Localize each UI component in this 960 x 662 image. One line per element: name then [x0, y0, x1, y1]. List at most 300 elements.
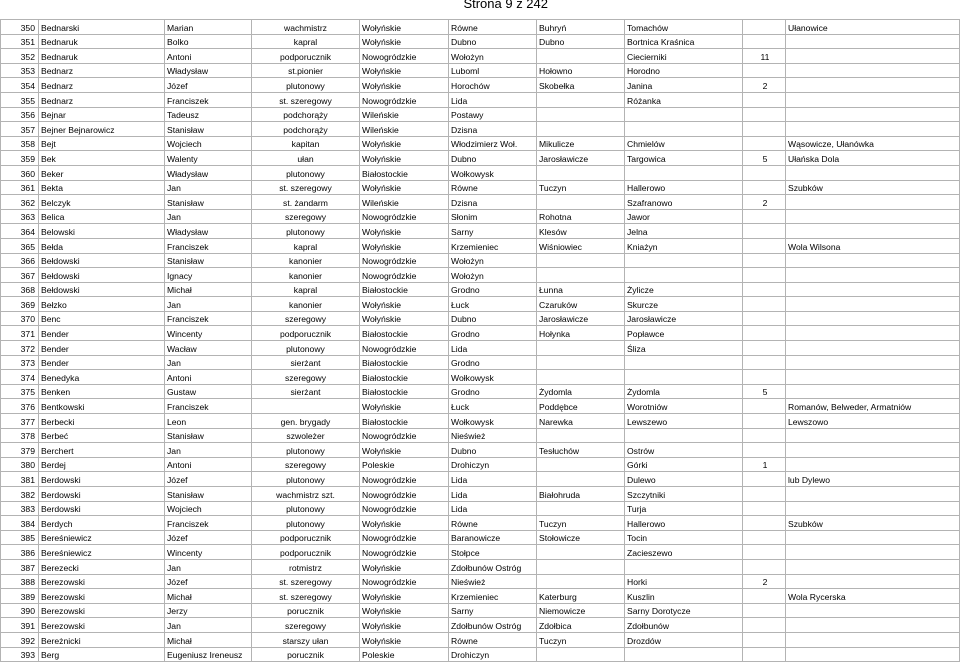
cell-allotment-count	[743, 632, 786, 647]
table-row	[1, 355, 960, 370]
cell-locality: Szafranowo	[625, 195, 743, 210]
cell-voivodeship: Wołyńskie	[360, 399, 449, 414]
cell-allotment-count	[743, 136, 786, 151]
table-row	[1, 384, 960, 399]
cell-commune: Łunna	[537, 282, 625, 297]
cell-locality: Popławce	[625, 326, 743, 341]
table-row	[1, 253, 960, 268]
cell-first-name: Antoni	[165, 457, 252, 472]
cell-rank: szeregowy	[252, 311, 360, 326]
cell-row-number: 372	[1, 341, 39, 356]
cell-notes	[786, 370, 960, 385]
cell-rank: podporucznik	[252, 530, 360, 545]
cell-locality: Tomachów	[625, 20, 743, 35]
cell-allotment-count	[743, 414, 786, 429]
cell-first-name: Michał	[165, 282, 252, 297]
table-row	[1, 516, 960, 531]
cell-first-name: Michał	[165, 589, 252, 604]
cell-row-number: 391	[1, 618, 39, 633]
cell-county: Drohiczyn	[449, 647, 537, 662]
cell-commune	[537, 268, 625, 283]
cell-allotment-count: 2	[743, 574, 786, 589]
cell-voivodeship: Wołyńskie	[360, 559, 449, 574]
cell-locality	[625, 647, 743, 662]
cell-surname: Bejnar	[39, 107, 165, 122]
cell-first-name: Stanisław	[165, 253, 252, 268]
cell-county: Łuck	[449, 399, 537, 414]
page-number: Strona 9 z 242	[463, 0, 548, 11]
cell-notes: lub Dylewo	[786, 472, 960, 487]
cell-row-number: 390	[1, 603, 39, 618]
cell-rank: szeregowy	[252, 209, 360, 224]
cell-rank: wachmistrz	[252, 20, 360, 35]
cell-allotment-count	[743, 209, 786, 224]
cell-first-name: Władysław	[165, 63, 252, 78]
cell-row-number: 353	[1, 63, 39, 78]
cell-rank: gen. brygady	[252, 414, 360, 429]
table-row	[1, 501, 960, 516]
cell-rank: st.pionier	[252, 63, 360, 78]
cell-voivodeship: Białostockie	[360, 165, 449, 180]
cell-row-number: 370	[1, 311, 39, 326]
cell-county: Równe	[449, 632, 537, 647]
cell-first-name: Leon	[165, 414, 252, 429]
cell-surname: Benken	[39, 384, 165, 399]
cell-row-number: 354	[1, 78, 39, 93]
cell-rank: plutonowy	[252, 443, 360, 458]
cell-surname: Bednaruk	[39, 49, 165, 64]
cell-commune: Tuczyn	[537, 180, 625, 195]
cell-commune	[537, 195, 625, 210]
cell-allotment-count	[743, 545, 786, 560]
cell-voivodeship: Nowogródzkie	[360, 501, 449, 516]
cell-voivodeship: Wileńskie	[360, 107, 449, 122]
cell-commune: Rohotna	[537, 209, 625, 224]
cell-commune	[537, 49, 625, 64]
cell-row-number: 376	[1, 399, 39, 414]
cell-allotment-count	[743, 311, 786, 326]
cell-notes	[786, 326, 960, 341]
cell-commune	[537, 370, 625, 385]
cell-commune	[537, 341, 625, 356]
table-row	[1, 457, 960, 472]
cell-voivodeship: Nowogródzkie	[360, 341, 449, 356]
cell-county: Lida	[449, 472, 537, 487]
cell-county: Dzisna	[449, 195, 537, 210]
cell-locality: Drozdów	[625, 632, 743, 647]
table-row	[1, 326, 960, 341]
cell-row-number: 360	[1, 165, 39, 180]
cell-surname: Berdowski	[39, 487, 165, 502]
cell-notes: Szubków	[786, 180, 960, 195]
cell-notes: Romanów, Belweder, Armatniów	[786, 399, 960, 414]
cell-notes	[786, 297, 960, 312]
cell-commune	[537, 472, 625, 487]
table-row	[1, 472, 960, 487]
cell-commune	[537, 122, 625, 137]
cell-commune: Niemowicze	[537, 603, 625, 618]
cell-voivodeship: Nowogródzkie	[360, 428, 449, 443]
cell-voivodeship: Nowogródzkie	[360, 574, 449, 589]
cell-commune	[537, 574, 625, 589]
table-row	[1, 49, 960, 64]
cell-surname: Bender	[39, 341, 165, 356]
cell-allotment-count: 5	[743, 151, 786, 166]
cell-row-number: 365	[1, 238, 39, 253]
cell-rank: ułan	[252, 151, 360, 166]
cell-notes	[786, 224, 960, 239]
cell-surname: Beker	[39, 165, 165, 180]
cell-commune: Zdołbica	[537, 618, 625, 633]
cell-county: Postawy	[449, 107, 537, 122]
cell-notes	[786, 618, 960, 633]
cell-first-name: Franciszek	[165, 516, 252, 531]
table-row	[1, 297, 960, 312]
cell-rank: plutonowy	[252, 224, 360, 239]
cell-locality: Lewszewo	[625, 414, 743, 429]
cell-locality: Tocin	[625, 530, 743, 545]
cell-locality: Hallerowo	[625, 180, 743, 195]
cell-surname: Bender	[39, 355, 165, 370]
cell-first-name: Franciszek	[165, 399, 252, 414]
cell-notes	[786, 311, 960, 326]
cell-rank: st. szeregowy	[252, 589, 360, 604]
cell-row-number: 385	[1, 530, 39, 545]
cell-locality	[625, 165, 743, 180]
cell-commune: Mikulicze	[537, 136, 625, 151]
cell-county: Grodno	[449, 355, 537, 370]
cell-notes	[786, 443, 960, 458]
cell-rank: plutonowy	[252, 501, 360, 516]
cell-first-name: Jan	[165, 297, 252, 312]
table-row	[1, 574, 960, 589]
cell-locality	[625, 428, 743, 443]
cell-commune: Stołowicze	[537, 530, 625, 545]
page-header	[0, 0, 960, 16]
table-row	[1, 559, 960, 574]
cell-voivodeship: Wołyńskie	[360, 151, 449, 166]
cell-row-number: 383	[1, 501, 39, 516]
cell-first-name: Wojciech	[165, 501, 252, 516]
cell-notes: Lewszowo	[786, 414, 960, 429]
cell-locality: Skurcze	[625, 297, 743, 312]
cell-row-number: 357	[1, 122, 39, 137]
table-row	[1, 632, 960, 647]
cell-allotment-count	[743, 92, 786, 107]
cell-row-number: 364	[1, 224, 39, 239]
cell-allotment-count	[743, 472, 786, 487]
cell-row-number: 393	[1, 647, 39, 662]
cell-commune: Żydomla	[537, 384, 625, 399]
cell-first-name: Stanisław	[165, 195, 252, 210]
cell-row-number: 369	[1, 297, 39, 312]
table-row	[1, 341, 960, 356]
cell-allotment-count	[743, 107, 786, 122]
cell-allotment-count	[743, 589, 786, 604]
cell-voivodeship: Wołyńskie	[360, 297, 449, 312]
table-row	[1, 545, 960, 560]
cell-allotment-count	[743, 20, 786, 35]
cell-allotment-count	[743, 326, 786, 341]
cell-first-name: Stanisław	[165, 428, 252, 443]
cell-locality: Hallerowo	[625, 516, 743, 531]
cell-allotment-count	[743, 355, 786, 370]
cell-rank: kanonier	[252, 297, 360, 312]
cell-county: Grodno	[449, 326, 537, 341]
cell-allotment-count	[743, 530, 786, 545]
table-row	[1, 180, 960, 195]
cell-voivodeship: Wileńskie	[360, 195, 449, 210]
cell-locality: Bortnica Kraśnica	[625, 34, 743, 49]
cell-surname: Bełdowski	[39, 253, 165, 268]
cell-row-number: 362	[1, 195, 39, 210]
cell-county: Nieśwież	[449, 428, 537, 443]
cell-voivodeship: Nowogródzkie	[360, 253, 449, 268]
cell-county: Równe	[449, 180, 537, 195]
cell-allotment-count: 2	[743, 78, 786, 93]
cell-county: Łuck	[449, 297, 537, 312]
table-row	[1, 20, 960, 35]
cell-allotment-count: 11	[743, 49, 786, 64]
cell-first-name: Stanisław	[165, 122, 252, 137]
cell-county: Nieśwież	[449, 574, 537, 589]
table-row	[1, 63, 960, 78]
cell-row-number: 356	[1, 107, 39, 122]
cell-rank	[252, 399, 360, 414]
cell-row-number: 355	[1, 92, 39, 107]
cell-voivodeship: Wołyńskie	[360, 632, 449, 647]
cell-rank: st. żandarm	[252, 195, 360, 210]
cell-surname: Berezecki	[39, 559, 165, 574]
table-row	[1, 195, 960, 210]
cell-first-name: Franciszek	[165, 238, 252, 253]
cell-row-number: 366	[1, 253, 39, 268]
cell-locality	[625, 559, 743, 574]
cell-rank: porucznik	[252, 647, 360, 662]
cell-voivodeship: Wołyńskie	[360, 20, 449, 35]
table-row	[1, 282, 960, 297]
cell-first-name: Gustaw	[165, 384, 252, 399]
cell-voivodeship: Wołyńskie	[360, 34, 449, 49]
cell-county: Wołożyn	[449, 253, 537, 268]
cell-first-name: Stanisław	[165, 487, 252, 502]
table-row	[1, 151, 960, 166]
table-row	[1, 136, 960, 151]
table-row	[1, 370, 960, 385]
cell-rank: starszy ułan	[252, 632, 360, 647]
cell-rank: plutonowy	[252, 165, 360, 180]
cell-locality: Jawor	[625, 209, 743, 224]
cell-rank: st. szeregowy	[252, 574, 360, 589]
cell-allotment-count: 5	[743, 384, 786, 399]
cell-allotment-count	[743, 180, 786, 195]
cell-first-name: Jerzy	[165, 603, 252, 618]
cell-county: Lida	[449, 92, 537, 107]
cell-notes	[786, 530, 960, 545]
cell-allotment-count	[743, 63, 786, 78]
table-row	[1, 647, 960, 662]
table-row	[1, 34, 960, 49]
cell-locality: Turja	[625, 501, 743, 516]
cell-county: Wołkowysk	[449, 414, 537, 429]
cell-surname: Berbecki	[39, 414, 165, 429]
cell-commune	[537, 355, 625, 370]
cell-row-number: 371	[1, 326, 39, 341]
cell-voivodeship: Białostockie	[360, 326, 449, 341]
cell-notes	[786, 355, 960, 370]
cell-rank: rotmistrz	[252, 559, 360, 574]
cell-rank: plutonowy	[252, 78, 360, 93]
cell-locality: Szczytniki	[625, 487, 743, 502]
cell-allotment-count	[743, 487, 786, 502]
cell-rank: plutonowy	[252, 516, 360, 531]
cell-commune: Dubno	[537, 34, 625, 49]
cell-first-name: Józef	[165, 574, 252, 589]
cell-notes	[786, 282, 960, 297]
cell-first-name: Wincenty	[165, 545, 252, 560]
cell-county: Krzemieniec	[449, 238, 537, 253]
cell-row-number: 350	[1, 20, 39, 35]
cell-rank: szeregowy	[252, 618, 360, 633]
table-row	[1, 443, 960, 458]
cell-notes	[786, 63, 960, 78]
cell-commune: Tuczyn	[537, 632, 625, 647]
cell-voivodeship: Wołyńskie	[360, 238, 449, 253]
table-row	[1, 165, 960, 180]
cell-notes: Wąsowicze, Ułanówka	[786, 136, 960, 151]
cell-allotment-count: 1	[743, 457, 786, 472]
cell-rank: szeregowy	[252, 457, 360, 472]
cell-notes	[786, 107, 960, 122]
cell-commune: Skobełka	[537, 78, 625, 93]
cell-voivodeship: Wołyńskie	[360, 311, 449, 326]
cell-allotment-count	[743, 282, 786, 297]
cell-county: Lida	[449, 501, 537, 516]
cell-locality: Górki	[625, 457, 743, 472]
cell-first-name: Jan	[165, 443, 252, 458]
cell-surname: Berezowski	[39, 589, 165, 604]
cell-first-name: Władysław	[165, 224, 252, 239]
cell-surname: Belica	[39, 209, 165, 224]
cell-surname: Belczyk	[39, 195, 165, 210]
cell-commune	[537, 92, 625, 107]
cell-county: Wołożyn	[449, 49, 537, 64]
cell-county: Baranowicze	[449, 530, 537, 545]
cell-row-number: 375	[1, 384, 39, 399]
cell-locality	[625, 122, 743, 137]
table-row	[1, 92, 960, 107]
cell-county: Dubno	[449, 151, 537, 166]
cell-voivodeship: Nowogródzkie	[360, 472, 449, 487]
cell-voivodeship: Białostockie	[360, 370, 449, 385]
cell-commune	[537, 428, 625, 443]
cell-row-number: 386	[1, 545, 39, 560]
table-row	[1, 311, 960, 326]
table-row	[1, 78, 960, 93]
cell-allotment-count	[743, 516, 786, 531]
cell-first-name: Jan	[165, 618, 252, 633]
cell-commune: Klesów	[537, 224, 625, 239]
cell-row-number: 361	[1, 180, 39, 195]
cell-voivodeship: Nowogródzkie	[360, 268, 449, 283]
cell-voivodeship: Nowogródzkie	[360, 92, 449, 107]
cell-surname: Bender	[39, 326, 165, 341]
cell-row-number: 388	[1, 574, 39, 589]
cell-commune: Wiśniowiec	[537, 238, 625, 253]
table-row	[1, 209, 960, 224]
cell-surname: Belowski	[39, 224, 165, 239]
table-row	[1, 487, 960, 502]
cell-locality: Horki	[625, 574, 743, 589]
cell-first-name: Józef	[165, 78, 252, 93]
cell-commune: Jarosławicze	[537, 311, 625, 326]
cell-row-number: 373	[1, 355, 39, 370]
cell-notes	[786, 647, 960, 662]
cell-locality: Horodno	[625, 63, 743, 78]
cell-county: Horochów	[449, 78, 537, 93]
cell-notes	[786, 49, 960, 64]
cell-notes	[786, 632, 960, 647]
cell-first-name: Tadeusz	[165, 107, 252, 122]
cell-commune	[537, 457, 625, 472]
cell-locality: Worotniów	[625, 399, 743, 414]
cell-rank: sierżant	[252, 384, 360, 399]
cell-first-name: Józef	[165, 472, 252, 487]
cell-surname: Bejner Bejnarowicz	[39, 122, 165, 137]
cell-notes	[786, 545, 960, 560]
cell-allotment-count	[743, 34, 786, 49]
cell-voivodeship: Wołyńskie	[360, 589, 449, 604]
cell-commune	[537, 559, 625, 574]
cell-county: Dubno	[449, 311, 537, 326]
cell-row-number: 358	[1, 136, 39, 151]
cell-notes	[786, 341, 960, 356]
cell-surname: Berdej	[39, 457, 165, 472]
cell-first-name: Władysław	[165, 165, 252, 180]
cell-commune: Buhryń	[537, 20, 625, 35]
cell-first-name: Bolko	[165, 34, 252, 49]
cell-voivodeship: Nowogródzkie	[360, 545, 449, 560]
cell-allotment-count	[743, 224, 786, 239]
cell-surname: Bełdowski	[39, 268, 165, 283]
cell-county: Dubno	[449, 443, 537, 458]
cell-rank: kanonier	[252, 253, 360, 268]
cell-row-number: 351	[1, 34, 39, 49]
cell-notes	[786, 559, 960, 574]
cell-notes	[786, 78, 960, 93]
cell-allotment-count	[743, 341, 786, 356]
cell-voivodeship: Nowogródzkie	[360, 530, 449, 545]
cell-surname: Bełdowski	[39, 282, 165, 297]
cell-county: Drohiczyn	[449, 457, 537, 472]
cell-rank: szeregowy	[252, 370, 360, 385]
cell-first-name: Walenty	[165, 151, 252, 166]
cell-voivodeship: Wołyńskie	[360, 63, 449, 78]
cell-commune	[537, 165, 625, 180]
cell-notes	[786, 457, 960, 472]
cell-notes: Ułańska Dola	[786, 151, 960, 166]
cell-commune	[537, 501, 625, 516]
cell-allotment-count	[743, 559, 786, 574]
cell-locality: Chmielów	[625, 136, 743, 151]
cell-county: Dzisna	[449, 122, 537, 137]
cell-first-name: Antoni	[165, 370, 252, 385]
cell-rank: szwoleżer	[252, 428, 360, 443]
cell-county: Luboml	[449, 63, 537, 78]
cell-surname: Berdowski	[39, 472, 165, 487]
cell-voivodeship: Poleskie	[360, 647, 449, 662]
cell-surname: Berezowski	[39, 618, 165, 633]
